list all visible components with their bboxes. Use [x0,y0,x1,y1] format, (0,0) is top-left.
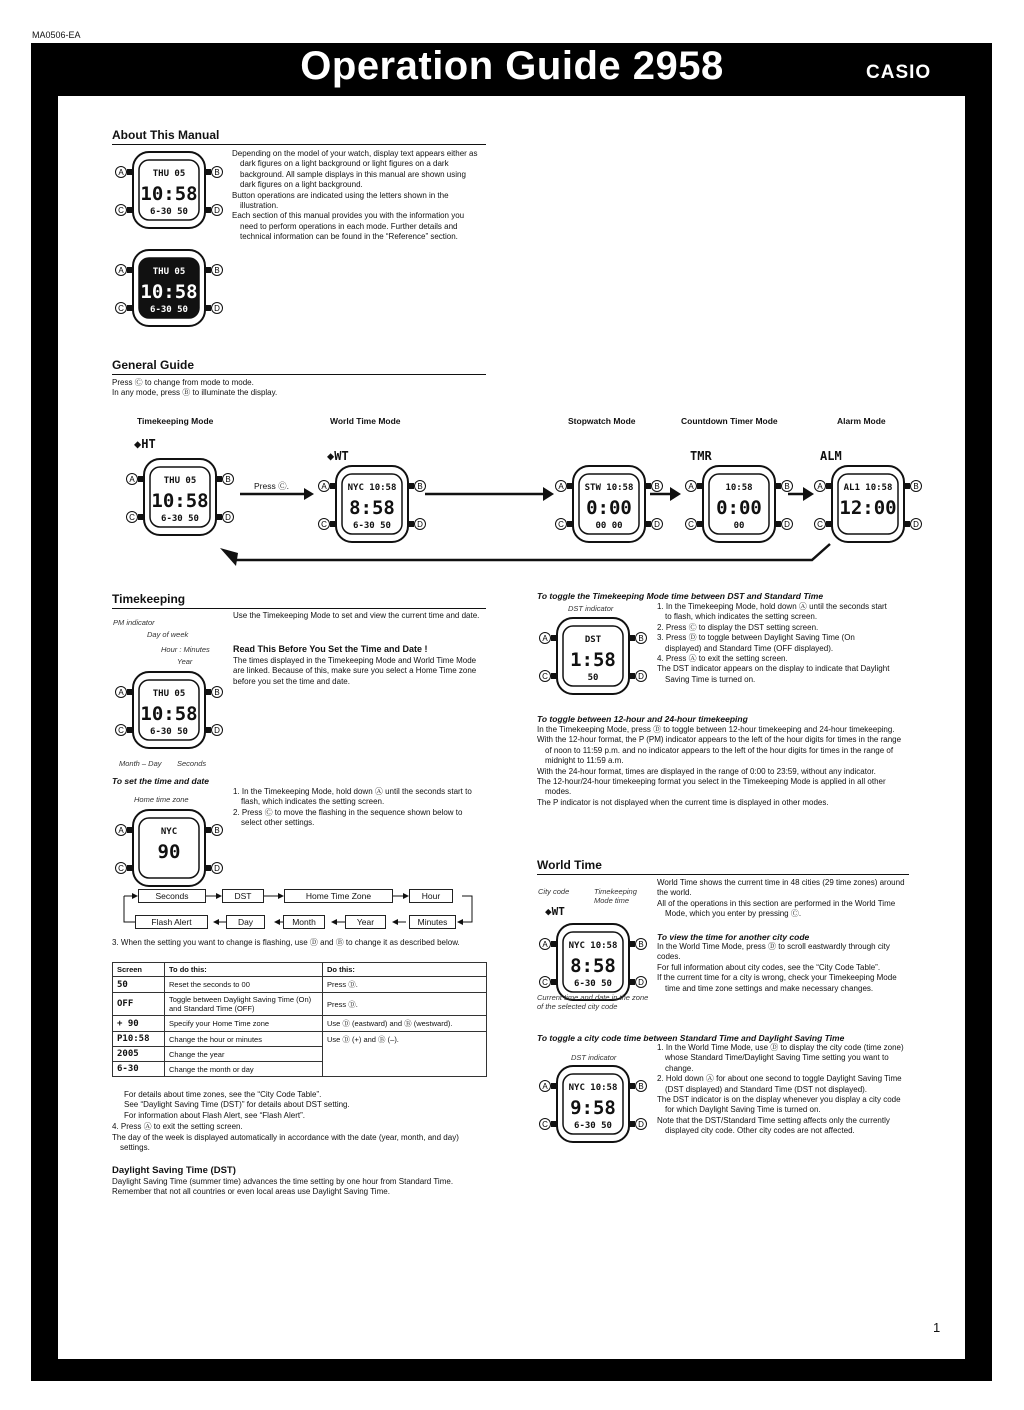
cell-screen: 50 [113,977,165,993]
display-top-line: STW 10:58 [584,483,634,493]
note-flash-alert: For information about Flash Alert, see “Flash Alert”. [124,1110,305,1120]
watch-world-time [537,920,649,1004]
flow-minutes: Minutes [409,915,456,929]
button-b-letter: B [214,826,220,835]
button-b-letter: B [214,266,220,275]
column-header-screen: Screen [113,963,165,977]
about-bullet-2: Button operations are indicated using the letters shown in the illustration. [232,190,449,211]
button-stem [205,865,211,871]
city-dst-bullet-1: The DST indicator is on the display whenever you display a city code for which Daylight Saving Time is turned on. [657,1095,901,1115]
display-top-line: AL1 10:58 [843,483,893,493]
toggle-dst-heading: To toggle the Timekeeping Mode time between DST and Standard Time [537,591,824,601]
button-a-letter: A [118,266,124,275]
table-row [113,977,487,993]
city-dst-step-1: 1. In the World Time Mode, use Ⓓ to display the city code (time zone) whose Standard Time/Daylight Saving Time setting you want to change. [657,1043,904,1073]
display-main-digits: 9:58 [570,1097,616,1119]
general-guide-heading: General Guide [112,358,486,375]
display-bottom-line: 6-30 50 [150,727,188,737]
button-stem [127,727,133,733]
timekeeping-intro: Use the Timekeeping Mode to set and view the current time and date. [233,611,480,620]
cell-dothis: Use Ⓓ (+) and Ⓑ (–). [323,1032,487,1077]
watch-dst-setting [537,614,649,698]
display-top-line: THU 05 [152,689,186,699]
display-main-digits: 0:00 [716,497,762,519]
display-main-digits: 10:58 [140,703,198,725]
watch-timekeeping-annotated [113,668,225,752]
indicator-wt: ◆WT [327,449,349,463]
general-bullet-1: Press Ⓒ to change from mode to mode. [112,378,254,387]
view-city-bullet-1: For full information about city codes, see the “City Code Table”. [657,962,881,972]
flow-hour: Hour [409,889,453,903]
button-c-letter: C [118,726,124,735]
world-time-heading: World Time [537,858,909,875]
button-a-letter: A [817,482,823,491]
dst-step-4: 4. Press Ⓐ to exit the setting screen. [657,654,788,664]
brand-logo: CASIO [866,62,932,83]
indicator-alm: ALM [820,449,842,463]
button-stem [629,673,635,679]
label-timekeeping-mode-time: Timekeeping Mode time [594,887,637,905]
day-of-week-note: The day of the week is displayed automatically in accordance with the date (year, month, and day) settings. [112,1133,459,1153]
button-d-letter: D [913,520,919,529]
button-d-letter: D [638,672,644,681]
city-dst-bullet-2: Note that the DST/Standard Time setting affects only the currently displayed city code. Other city codes are not affected. [657,1115,890,1136]
display-main-digits: 0:00 [586,497,632,519]
label-dst-indicator: DST indicator [568,604,614,613]
cell-todo: Change the year [165,1047,323,1062]
flow-dst: DST [222,889,264,903]
watch-world-time-dst [537,1062,649,1146]
display-main-digits: 8:58 [570,955,616,977]
cell-screen: 2005 [113,1047,165,1062]
view-city-body [657,942,907,994]
button-d-letter: D [638,1120,644,1129]
button-b-letter: B [638,940,644,949]
display-top-line: NYC [160,827,178,837]
page-title: Operation Guide 2958 [300,44,724,88]
dst-text: Daylight Saving Time (summer time) advances the time setting by one hour from Standard Time. Remember that not all countries or even local areas use Daylight Saving Time. [112,1177,454,1197]
display-main-digits: 12:00 [839,497,897,519]
cell-todo: Toggle between Daylight Saving Time (On) and Standard Time (OFF) [165,993,323,1016]
button-c-letter: C [129,513,135,522]
button-c-letter: C [118,304,124,313]
button-c-letter: C [118,206,124,215]
button-b-letter: B [214,168,220,177]
general-bullet-2: In any mode, press Ⓑ to illuminate the display. [112,388,278,398]
button-b-letter: B [913,482,919,491]
table-row [113,1016,487,1032]
toggle-12-24-body [537,725,907,808]
label-seconds: Seconds [177,759,207,768]
cell-dothis: Press Ⓓ. [323,993,487,1016]
button-stem [629,941,635,947]
button-stem [629,979,635,985]
button-d-letter: D [784,520,790,529]
button-d-letter: D [214,864,220,873]
step-3: 3. When the setting you want to change is flashing, use Ⓓ and Ⓑ to change it as described below. [112,938,460,947]
city-dst-step-2: 2. Hold down Ⓐ for about one second to toggle Daylight Saving Time (DST displayed) and Standard Time (DST not displayed). [657,1074,902,1094]
flow-home-time-zone: Home Time Zone [284,889,393,903]
flow-flash-alert: Flash Alert [135,915,208,929]
step-4: 4. Press Ⓐ to exit the setting screen. [112,1122,243,1131]
button-a-letter: A [118,688,124,697]
button-b-letter: B [225,475,231,484]
toggle-city-dst-body [657,1043,909,1137]
display-main-digits: 10:58 [140,281,198,303]
display-bottom-line: 6-30 50 [574,1121,612,1131]
button-b-letter: B [638,1082,644,1091]
toggle-12-24-bullet-4: The P indicator is not displayed when the current time is displayed in other modes. [537,797,829,807]
display-top-line: NYC 10:58 [347,483,397,493]
button-a-letter: A [558,482,564,491]
display-top-line: NYC 10:58 [568,1083,618,1093]
cell-screen: OFF [113,993,165,1016]
label-hour-minutes: Hour : Minutes [161,645,210,654]
mode-label-countdown: Countdown Timer Mode [681,416,778,426]
button-stem [551,979,557,985]
display-bottom-line: 6-30 50 [353,521,391,531]
button-d-letter: D [638,978,644,987]
cell-screen: P10:58 [113,1032,165,1047]
button-stem [629,1083,635,1089]
display-bottom-line: 00 [733,521,745,531]
toggle-12-24-intro: In the Timekeeping Mode, press Ⓓ to toggle between 12-hour timekeeping and 24-hour timekeeping. [537,725,895,734]
about-heading: About This Manual [112,128,486,145]
button-stem [629,635,635,641]
cell-todo: Reset the seconds to 00 [165,977,323,993]
cell-screen: 6-30 [113,1062,165,1077]
set-time-steps [233,787,483,829]
document-id: MA0506-EA [32,30,81,40]
toggle-12-24-bullet-1: With the 12-hour format, the P (PM) indicator appears to the left of the hour digits for times in the range of noon to 11:59 p.m. and no indicator appears to the left of the hour digits for times in the range of midnight to 11:59 a.m. [537,735,902,766]
button-stem [127,865,133,871]
cell-screen: + 90 [113,1016,165,1032]
display-main-digits: 90 [157,841,181,863]
mode-label-alarm: Alarm Mode [837,416,886,426]
button-a-letter: A [118,826,124,835]
button-a-letter: A [129,475,135,484]
button-d-letter: D [225,513,231,522]
column-header-dothis: Do this: [323,963,487,977]
button-c-letter: C [542,672,548,681]
button-d-letter: D [214,726,220,735]
mode-label-stopwatch: Stopwatch Mode [568,416,636,426]
button-b-letter: B [784,482,790,491]
button-stem [551,1121,557,1127]
button-stem [127,689,133,695]
label-year: Year [177,657,193,666]
button-c-letter: C [558,520,564,529]
toggle-12-24-heading: To toggle between 12-hour and 24-hour timekeeping [537,714,748,724]
press-c-label: Press Ⓒ. [254,481,289,491]
button-a-letter: A [118,168,124,177]
read-before-text: The times displayed in the Timekeeping Mode and World Time Mode are linked. Because of this, make sure you select a Home Time zone before you set the time and date. [233,656,477,686]
display-bottom-line: 6-30 50 [150,305,188,315]
timekeeping-heading: Timekeeping [112,592,486,609]
cell-todo: Change the month or day [165,1062,323,1077]
mode-label-timekeeping: Timekeeping Mode [137,416,214,426]
label-home-time-zone: Home time zone [134,795,189,804]
read-before-heading: Read This Before You Set the Time and Date ! [233,644,428,654]
label-current-time: Current time and date in the zone of the selected city code [537,993,649,1011]
button-stem [205,727,211,733]
world-time-intro-text: World Time shows the current time in 48 cities (29 time zones) around the world. [657,878,905,898]
cell-dothis: Use Ⓓ (eastward) and Ⓑ (westward). [323,1016,487,1032]
button-stem [551,941,557,947]
toggle-dst-steps [657,602,893,685]
button-a-letter: A [542,1082,548,1091]
set-step-1: 1. In the Timekeeping Mode, hold down Ⓐ until the seconds start to flash, which indicates the setting screen. [233,787,472,807]
button-b-letter: B [638,634,644,643]
setting-operations-table [112,962,487,1077]
button-a-letter: A [542,634,548,643]
button-a-letter: A [688,482,694,491]
flow-seconds: Seconds [138,889,206,903]
display-bottom-line: 6-30 50 [161,514,199,524]
button-d-letter: D [417,520,423,529]
display-bottom-line: 6-30 50 [574,979,612,989]
display-main-digits: 1:58 [570,649,616,671]
display-bottom-line: 6-30 50 [150,207,188,217]
dst-step-1: 1. In the Timekeeping Mode, hold down Ⓐ until the seconds start to flash, which indicates the setting screen. [657,602,887,622]
button-stem [205,689,211,695]
button-b-letter: B [654,482,660,491]
view-city-bullet-2: If the current time for a city is wrong, check your Timekeeping Mode time and time zone settings and make necessary changes. [657,973,897,993]
button-b-letter: B [214,688,220,697]
dst-step-2: 2. Press Ⓒ to display the DST setting screen. [657,622,819,632]
flow-year: Year [345,915,386,929]
display-top-line: 10:58 [725,483,753,493]
note-dst: See “Daylight Saving Time (DST)” for details about DST setting. [124,1100,350,1110]
column-header-todo: To do this: [165,963,323,977]
note-time-zones: For details about time zones, see the “City Code Table”. [124,1090,322,1099]
flow-month: Month [283,915,325,929]
world-time-intro [657,878,907,920]
toggle-city-dst-heading: To toggle a city code time between Standard Time and Daylight Saving Time [537,1033,845,1043]
set-step-2: 2. Press Ⓒ to move the flashing in the sequence shown below to select other settings. [233,807,463,828]
button-a-letter: A [542,940,548,949]
display-bottom-line: 50 [587,673,599,683]
set-time-heading: To set the time and date [112,776,209,786]
button-stem [551,1083,557,1089]
button-c-letter: C [688,520,694,529]
button-b-letter: B [417,482,423,491]
display-main-digits: 8:58 [349,497,395,519]
indicator-wt-small: ◆WT [545,905,565,918]
display-top-line: NYC 10:58 [568,941,618,951]
display-top-line: DST [584,635,602,645]
button-d-letter: D [654,520,660,529]
display-top-line: THU 05 [152,169,186,179]
world-time-intro-bullet: All of the operations in this section are performed in the World Time Mode, which you enter by pressing Ⓒ. [657,898,896,919]
table-row [113,1032,487,1047]
button-stem [629,1121,635,1127]
toggle-12-24-bullet-2: With the 24-hour format, times are displayed in the range of 0:00 to 23:59, without any indicator. [537,766,876,776]
display-bottom-line: 00 00 [595,521,623,531]
view-city-heading: To view the time for another city code [657,932,810,942]
toggle-12-24-bullet-3: The 12-hour/24-hour timekeeping format you select in the Timekeeping Mode is applied in all other modes. [537,777,886,797]
display-top-line: THU 05 [152,267,186,277]
table-row [113,993,487,1016]
display-main-digits: 10:58 [140,183,198,205]
dst-note: The DST indicator appears on the display to indicate that Daylight Saving Time is turned on. [657,664,890,684]
button-stem [127,827,133,833]
flow-day: Day [226,915,265,929]
button-c-letter: C [321,520,327,529]
button-stem [551,673,557,679]
label-pm-indicator: PM indicator [113,618,155,627]
after-table-notes [118,1090,484,1121]
page-number: 1 [933,1320,941,1335]
button-c-letter: C [118,864,124,873]
button-d-letter: D [214,304,220,313]
button-c-letter: C [542,978,548,987]
button-c-letter: C [542,1120,548,1129]
label-dst-indicator-world: DST indicator [571,1053,617,1062]
button-stem [205,827,211,833]
mode-cycle-arrows [0,0,1024,580]
button-a-letter: A [321,482,327,491]
cell-todo: Specify your Home Time zone [165,1016,323,1032]
about-bullet-1: Depending on the model of your watch, display text appears either as dark figures on a light background or light figures on a dark background. All sample displays in this manual are shown using dark figures on a light background. [232,149,478,190]
button-d-letter: D [214,206,220,215]
table-header-row [113,963,487,977]
indicator-tmr: TMR [690,449,712,463]
about-bullet-3: Each section of this manual provides you with the information you need to perform operations in each mode. Further details and technical information can be found in the “Reference” section. [232,211,465,242]
cell-dothis: Press Ⓓ. [323,977,487,993]
dst-step-3: 3. Press Ⓓ to toggle between Daylight Saving Time (On displayed) and Standard Time (OFF displayed). [657,633,855,653]
cell-todo: Change the hour or minutes [165,1032,323,1047]
display-main-digits: 10:58 [151,490,209,512]
button-stem [551,635,557,641]
display-top-line: THU 05 [163,476,197,486]
button-c-letter: C [817,520,823,529]
dst-heading: Daylight Saving Time (DST) [112,1165,236,1176]
label-day-of-week: Day of week [147,630,189,639]
label-month-day: Month – Day [119,759,162,768]
indicator-ht: ◆HT [134,437,156,451]
mode-label-world-time: World Time Mode [330,416,401,426]
view-city-text: In the World Time Mode, press Ⓓ to scroll eastwardly through city codes. [657,942,890,962]
watch-home-time-zone [113,806,225,890]
label-city-code: City code [538,887,570,896]
